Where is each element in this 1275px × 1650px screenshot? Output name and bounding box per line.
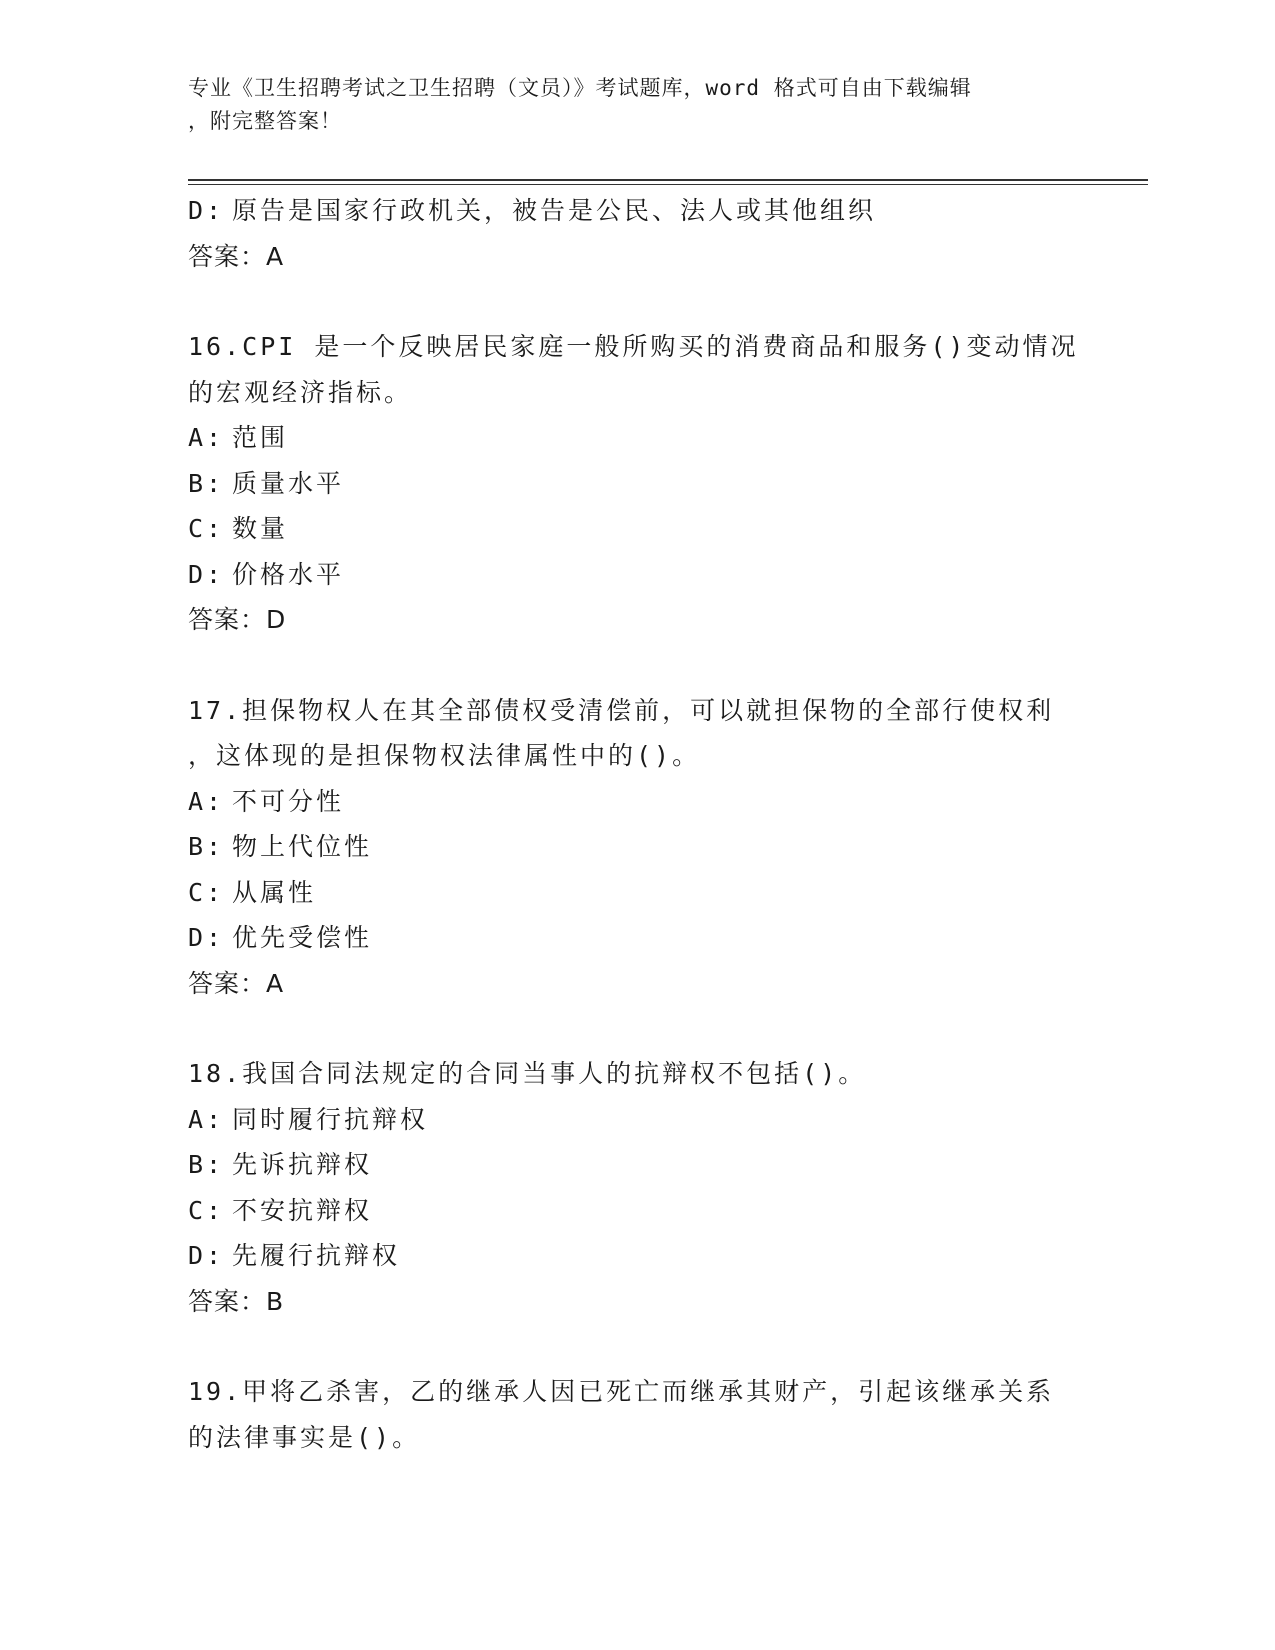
question-text-line-1: 17.担保物权人在其全部债权受清偿前，可以就担保物的全部行使权利 — [188, 695, 1055, 725]
answer-line: 答案：A — [188, 241, 285, 271]
option-c: C: 从属性 — [188, 877, 317, 907]
header-line-2: ，附完整答案！ — [188, 109, 342, 133]
header-divider-thick — [188, 179, 1148, 181]
question-17 — [188, 688, 1088, 1007]
option-a: A: 范围 — [188, 423, 289, 452]
answer-line: 答案：B — [188, 1286, 285, 1316]
option-d: D: 原告是国家行政机关，被告是公民、法人或其他组织 — [188, 196, 877, 225]
option-c: C: 数量 — [188, 514, 289, 543]
header-divider-thin — [188, 184, 1148, 185]
option-a: A: 同时履行抗辩权 — [188, 1104, 429, 1134]
option-b: B: 先诉抗辩权 — [188, 1150, 373, 1179]
question-text-line-1: 16.CPI 是一个反映居民家庭一般所购买的消费商品和服务()变动情况 — [188, 332, 1079, 361]
option-a: A: 不可分性 — [188, 786, 345, 816]
question-19 — [188, 1369, 1088, 1460]
question-16 — [188, 324, 1088, 643]
header-line-1: 专业《卫生招聘考试之卫生招聘（文员）》考试题库，word 格式可自由下载编辑 — [188, 76, 972, 100]
question-15-tail — [188, 188, 1088, 279]
question-text-line-1: 19.甲将乙杀害，乙的继承人因已死亡而继承其财产，引起该继承关系 — [188, 1377, 1055, 1406]
question-18 — [188, 1051, 1088, 1324]
question-text-line-2: 的宏观经济指标。 — [188, 377, 413, 407]
question-text-line-2: 的法律事实是()。 — [188, 1422, 421, 1452]
option-d: D: 先履行抗辩权 — [188, 1241, 401, 1270]
question-text-line-2: ，这体现的是担保物权法律属性中的()。 — [188, 741, 701, 770]
question-list — [188, 188, 1088, 1460]
answer-line: 答案：A — [188, 968, 285, 998]
option-b: B: 质量水平 — [188, 468, 345, 498]
page-header — [188, 72, 1068, 138]
option-c: C: 不安抗辩权 — [188, 1195, 373, 1225]
option-d: D: 优先受偿性 — [188, 923, 373, 952]
answer-line: 答案：D — [188, 605, 287, 634]
option-d: D: 价格水平 — [188, 559, 345, 589]
question-text-line-1: 18.我国合同法规定的合同当事人的抗辩权不包括()。 — [188, 1059, 867, 1088]
option-b: B: 物上代位性 — [188, 832, 373, 861]
